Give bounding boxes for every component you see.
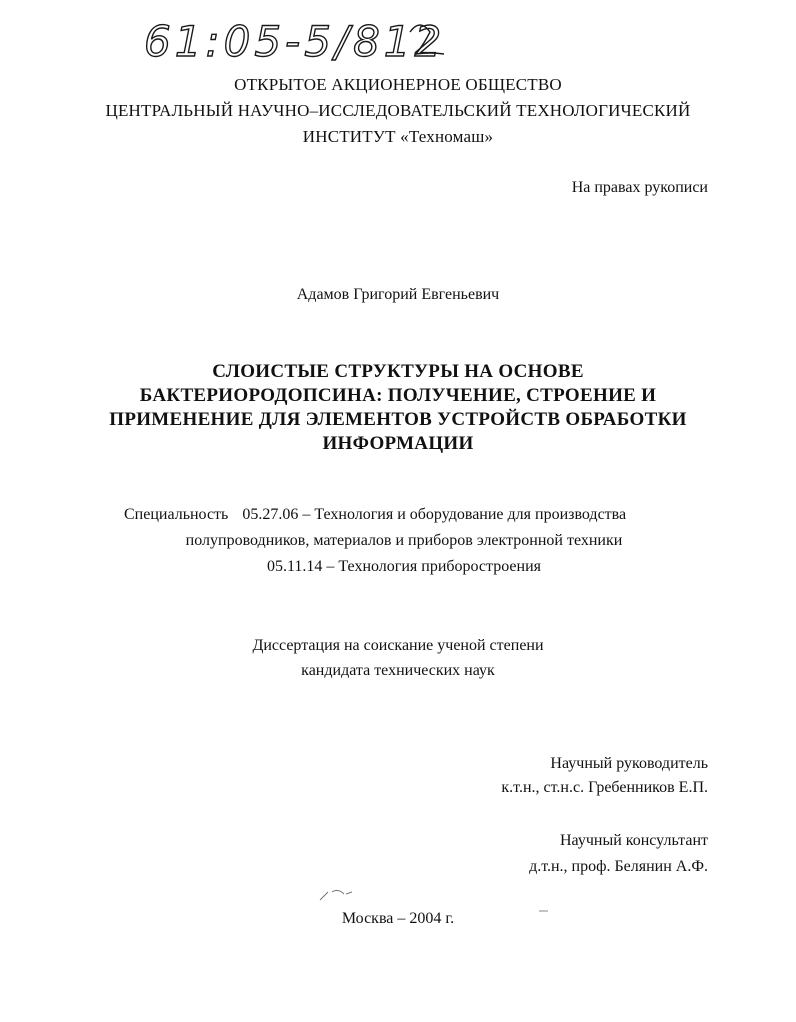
org-line-1: ОТКРЫТОЕ АКЦИОНЕРНОЕ ОБЩЕСТВО xyxy=(234,75,562,94)
title-line-2: БАКТЕРИОРОДОПСИНА: ПОЛУЧЕНИЕ, СТРОЕНИЕ И xyxy=(139,385,657,406)
rights-note: На правах рукописи xyxy=(571,179,708,196)
supervisor-name: к.т.н., ст.н.с. Гребенников Е.П. xyxy=(501,779,708,796)
org-line-3: ИНСТИТУТ «Техномаш» xyxy=(302,127,494,146)
consultant-name: д.т.н., проф. Белянин А.Ф. xyxy=(529,858,708,875)
supervisor-role: Научный руководитель xyxy=(550,755,708,772)
author-name: Адамов Григорий Евгеньевич xyxy=(296,286,500,303)
title-line-4: ИНФОРМАЦИИ xyxy=(322,433,474,454)
specialty-label: Специальность xyxy=(124,506,229,523)
handwritten-code-drawing xyxy=(140,8,480,70)
specialty-row-1 xyxy=(124,502,704,528)
city-year: Москва – 2004 г. xyxy=(341,910,455,927)
org-line-2: ЦЕНТРАЛЬНЫЙ НАУЧНО–ИССЛЕДОВАТЕЛЬСКИЙ ТЕХНОЛОГИЧЕСКИЙ xyxy=(105,101,691,120)
degree-line-2: кандидата технических наук xyxy=(301,662,495,679)
handwritten-catalog-code xyxy=(140,8,480,70)
consultant-role: Научный консультант xyxy=(560,832,708,849)
specialty-block xyxy=(124,502,704,580)
specialty-row-3: 05.11.14 – Технология приборостроения xyxy=(266,558,541,575)
title-line-1: СЛОИСТЫЕ СТРУКТУРЫ НА ОСНОВЕ xyxy=(212,361,584,382)
specialty-row-2: полупроводников, материалов и приборов электронной техники xyxy=(185,532,623,549)
scan-mark xyxy=(318,884,358,904)
title-line-3: ПРИМЕНЕНИЕ ДЛЯ ЭЛЕМЕНТОВ УСТРОЙСТВ ОБРАБОТКИ xyxy=(109,409,687,430)
handwritten-code-text: 61:05-5/812 xyxy=(144,17,446,66)
specialty-code-1: 05.27.06 – Технология и оборудование для производства xyxy=(242,506,627,523)
degree-line-1: Диссертация на соискание ученой степени xyxy=(252,637,544,654)
